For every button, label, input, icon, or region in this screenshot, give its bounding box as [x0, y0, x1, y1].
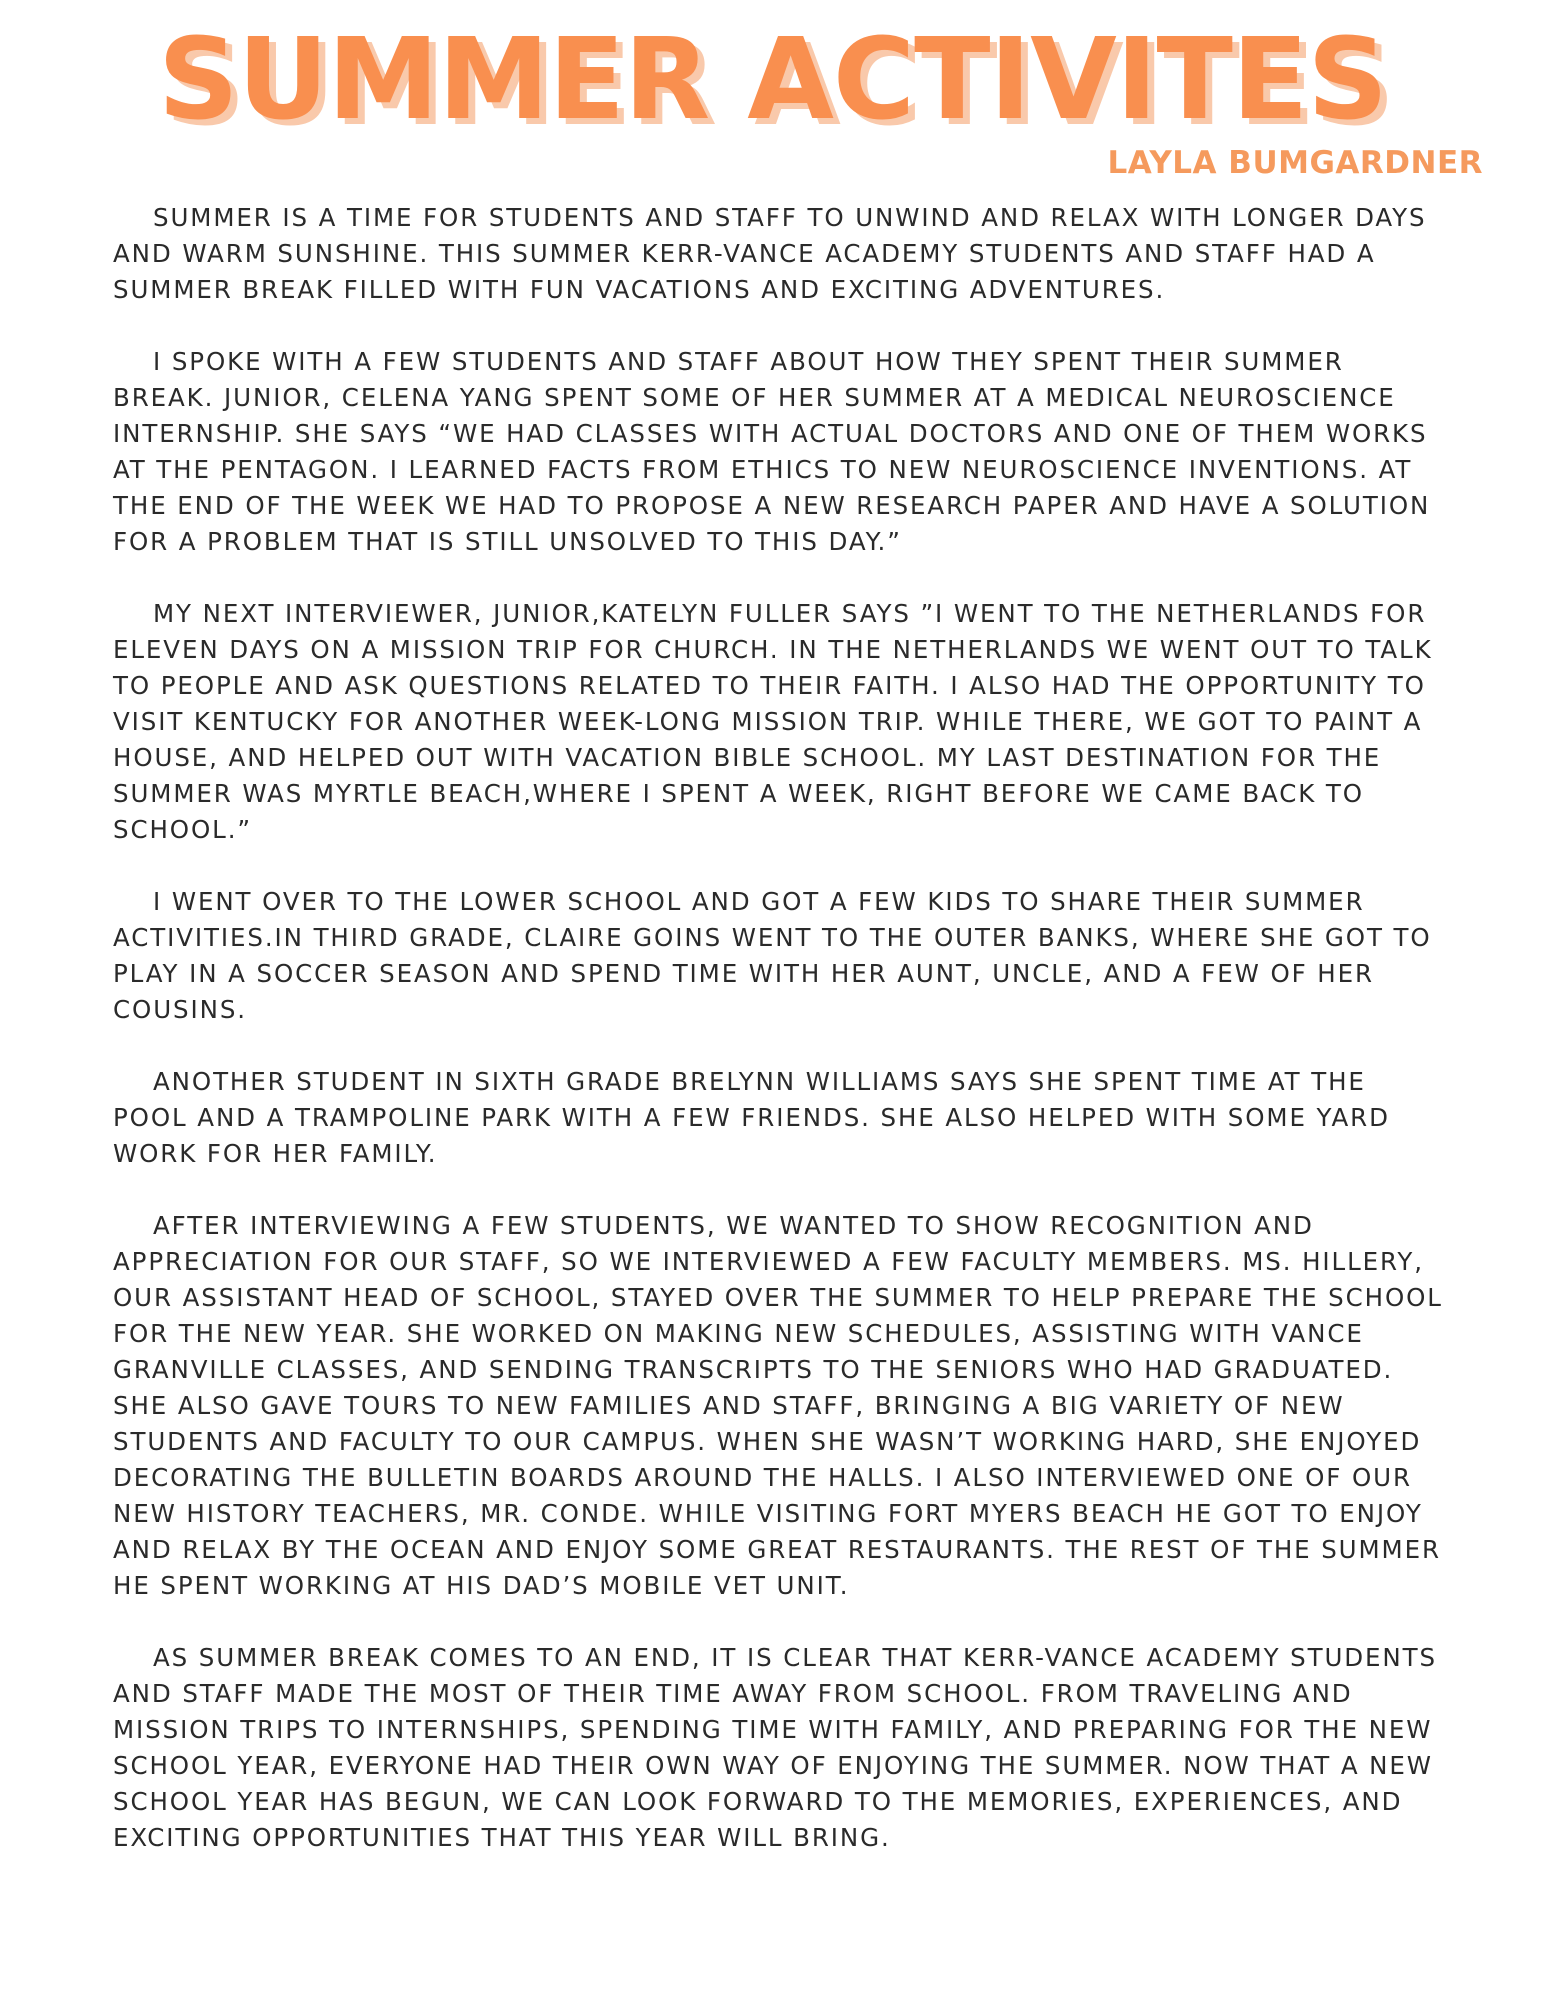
article-byline: LAYLA BUMGARDNER — [1107, 145, 1483, 181]
article-paragraph-intro: SUMMER IS A TIME FOR STUDENTS AND STAFF TO UNWIND AND RELAX WITH LONGER DAYS AND WARM SUNSHINE. THIS SUMMER KERR-VANCE ACADEMY STUDENTS AND STAFF HAD A SUMMER BREAK FILLED WITH FUN VACATIONS AND EXCITING ADVENTURES. — [113, 203, 1427, 304]
article-paragraph-katelyn-fuller: MY NEXT INTERVIEWER, JUNIOR,KATELYN FULLER SAYS ”I WENT TO THE NETHERLANDS FOR ELEVEN DAYS ON A MISSION TRIP FOR CHURCH. IN THE NETHERLANDS WE WENT OUT TO TALK TO PEOPLE AND ASK QUESTIONS RELATED TO THEIR FAITH. I ALSO HAD THE OPPORTUNITY TO VISIT KENTUCKY FOR ANOTHER WEEK-LONG MISSION TRIP. WHILE THERE, WE GOT TO PAINT A HOUSE, AND HELPED OUT WITH VACATION BIBLE SCHOOL. MY LAST DESTINATION FOR THE SUMMER WAS MYRTLE BEACH,WHERE I SPENT A WEEK, RIGHT BEFORE WE CAME BACK TO SCHOOL.” — [113, 599, 1433, 844]
article-paragraph-conclusion: AS SUMMER BREAK COMES TO AN END, IT IS CLEAR THAT KERR-VANCE ACADEMY STUDENTS AND STAFF MADE THE MOST OF THEIR TIME AWAY FROM SCHOOL. FROM TRAVELING AND MISSION TRIPS TO INTERNSHIPS, SPENDING TIME WITH FAMILY, AND PREPARING FOR THE NEW SCHOOL YEAR, EVERYONE HAD THEIR OWN WAY OF ENJOYING THE SUMMER. NOW THAT A NEW SCHOOL YEAR HAS BEGUN, WE CAN LOOK FORWARD TO THE MEMORIES, EXPERIENCES, AND EXCITING OPPORTUNITIES THAT THIS YEAR WILL BRING. — [113, 1643, 1437, 1852]
article-paragraph-celena-yang: I SPOKE WITH A FEW STUDENTS AND STAFF ABOUT HOW THEY SPENT THEIR SUMMER BREAK. JUNIOR, CELENA YANG SPENT SOME OF HER SUMMER AT A MEDICAL NEUROSCIENCE INTERNSHIP. SHE SAYS “WE HAD CLASSES WITH ACTUAL DOCTORS AND ONE OF THEM WORKS AT THE PENTAGON. I LEARNED FACTS FROM ETHICS TO NEW NEUROSCIENCE INVENTIONS. AT THE END OF THE WEEK WE HAD TO PROPOSE A NEW RESEARCH PAPER AND HAVE A SOLUTION FOR A PROBLEM THAT IS STILL UNSOLVED TO THIS DAY.” — [113, 347, 1431, 556]
article-body — [113, 200, 1443, 1856]
article-paragraph-brelynn-williams: ANOTHER STUDENT IN SIXTH GRADE BRELYNN WILLIAMS SAYS SHE SPENT TIME AT THE POOL AND A TRAMPOLINE PARK WITH A FEW FRIENDS. SHE ALSO HELPED WITH SOME YARD WORK FOR HER FAMILY. — [113, 1067, 1390, 1168]
article-paragraph-claire-goins: I WENT OVER TO THE LOWER SCHOOL AND GOT A FEW KIDS TO SHARE THEIR SUMMER ACTIVITIES.IN THIRD GRADE, CLAIRE GOINS WENT TO THE OUTER BANKS, WHERE SHE GOT TO PLAY IN A SOCCER SEASON AND SPEND TIME WITH HER AUNT, UNCLE, AND A FEW OF HER COUSINS. — [113, 887, 1432, 1024]
article-paragraph-staff: AFTER INTERVIEWING A FEW STUDENTS, WE WANTED TO SHOW RECOGNITION AND APPRECIATION FOR OUR STAFF, SO WE INTERVIEWED A FEW FACULTY MEMBERS. MS. HILLERY, OUR ASSISTANT HEAD OF SCHOOL, STAYED OVER THE SUMMER TO HELP PREPARE THE SCHOOL FOR THE NEW YEAR. SHE WORKED ON MAKING NEW SCHEDULES, ASSISTING WITH VANCE GRANVILLE CLASSES, AND SENDING TRANSCRIPTS TO THE SENIORS WHO HAD GRADUATED. SHE ALSO GAVE TOURS TO NEW FAMILIES AND STAFF, BRINGING A BIG VARIETY OF NEW STUDENTS AND FACULTY TO OUR CAMPUS. WHEN SHE WASN’T WORKING HARD, SHE ENJOYED DECORATING THE BULLETIN BOARDS AROUND THE HALLS. I ALSO INTERVIEWED ONE OF OUR NEW HISTORY TEACHERS, MR. CONDE. WHILE VISITING FORT MYERS BEACH HE GOT TO ENJOY AND RELAX BY THE OCEAN AND ENJOY SOME GREAT RESTAURANTS. THE REST OF THE SUMMER HE SPENT WORKING AT HIS DAD’S MOBILE VET UNIT. — [113, 1211, 1443, 1600]
article-title: SUMMER ACTIVITES — [157, 15, 1388, 145]
